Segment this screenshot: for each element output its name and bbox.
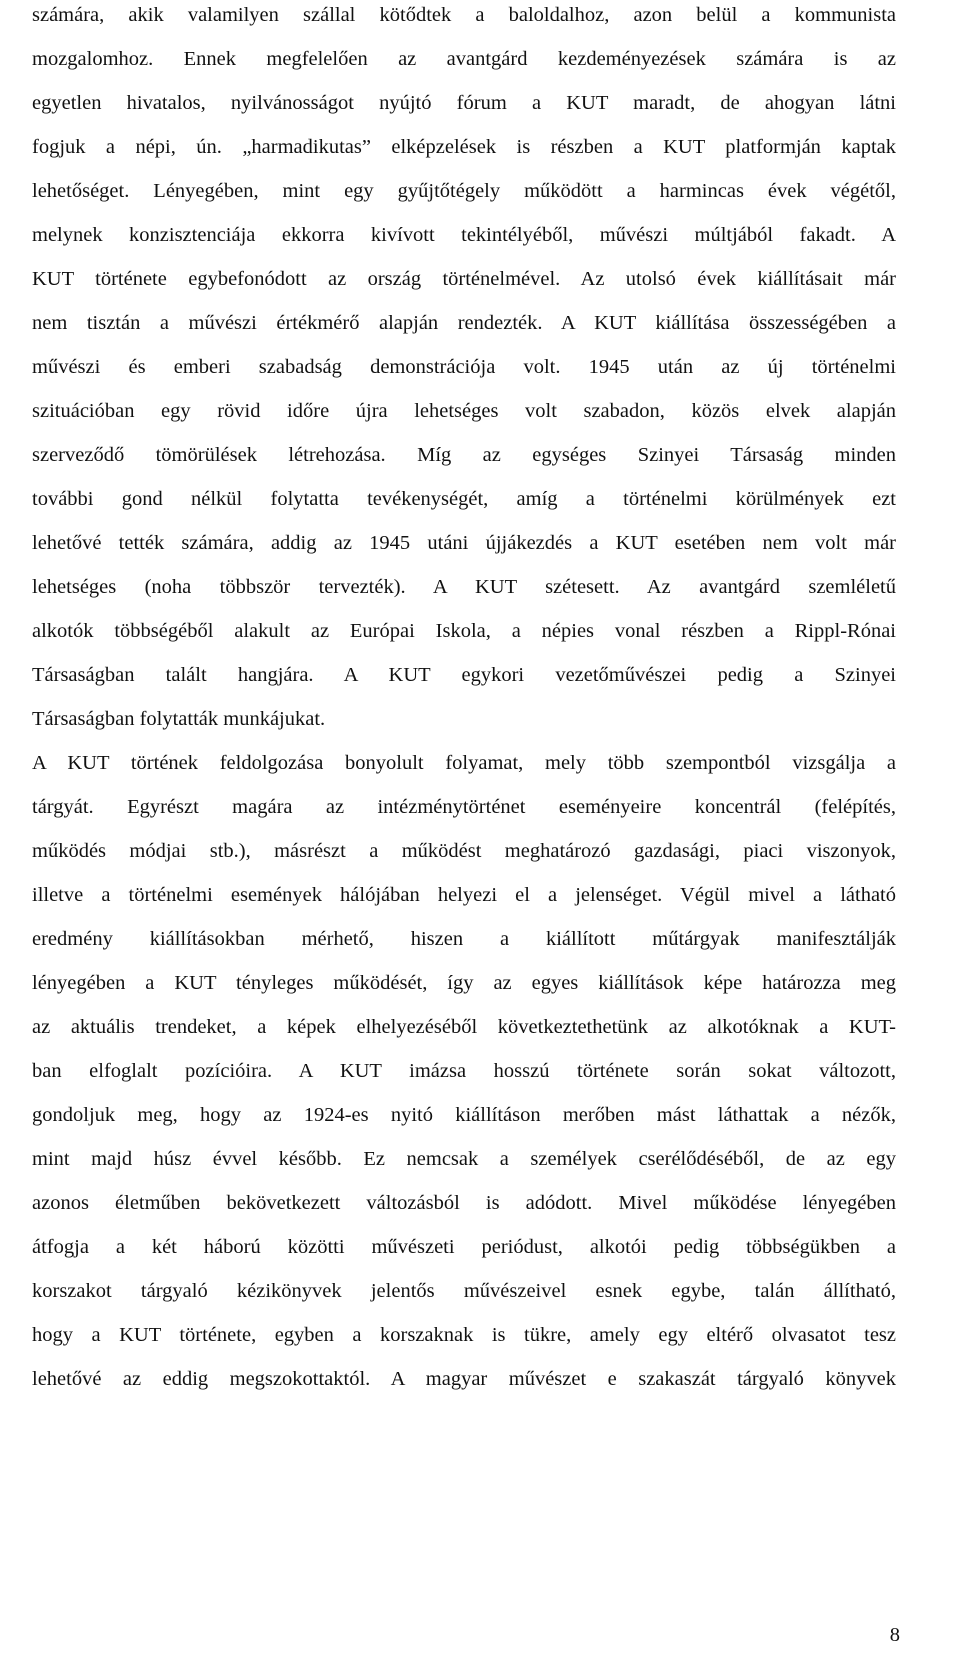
- text-line: KUT története egybefonódott az ország történelmével. Az utolsó évek kiállításait már: [32, 268, 896, 290]
- text-line: lehetőséget. Lényegében, mint egy gyűjtőtégely működött a harmincas évek végétől,: [32, 180, 896, 202]
- text-line: egyetlen hivatalos, nyilvánosságot nyújtó fórum a KUT maradt, de ahogyan látni: [32, 92, 896, 114]
- text-line: illetve a történelmi események hálójában helyezi el a jelenséget. Végül mivel a látható: [32, 884, 896, 906]
- text-line: lehetséges (noha többször tervezték). A KUT szétesett. Az avantgárd szemléletű: [32, 576, 896, 598]
- text-line: gondoljuk meg, hogy az 1924-es nyitó kiállításon merőben mást láthattak a nézők,: [32, 1104, 896, 1126]
- text-line: melynek konzisztenciája ekkorra kivívott tekintélyéből, művészi múltjából fakadt. A: [32, 224, 896, 246]
- text-line: hogy a KUT története, egyben a korszaknak is tükre, amely egy eltérő olvasatot tesz: [32, 1324, 896, 1346]
- text-line: szerveződő tömörülések létrehozása. Míg az egységes Szinyei Társaság minden: [32, 444, 896, 466]
- text-line: lehetővé az eddig megszokottaktól. A magyar művészet e szakaszát tárgyaló könyvek: [32, 1368, 896, 1390]
- text-line: Társaságban talált hangjára. A KUT egykori vezetőművészei pedig a Szinyei: [32, 664, 896, 686]
- text-line: mint majd húsz évvel később. Ez nemcsak a személyek cserélődéséből, de az egy: [32, 1148, 896, 1170]
- text-line: további gond nélkül folytatta tevékenységét, amíg a történelmi körülmények ezt: [32, 488, 896, 510]
- text-line: tárgyát. Egyrészt magára az intézménytörténet eseményeire koncentrál (felépítés,: [32, 796, 896, 818]
- text-line: nem tisztán a művészi értékmérő alapján rendezték. A KUT kiállítása összességében a: [32, 312, 896, 334]
- text-line: művészi és emberi szabadság demonstrációja volt. 1945 után az új történelmi: [32, 356, 896, 378]
- text-line: fogjuk a népi, ún. „harmadikutas” elképzelések is részben a KUT platformján kaptak: [32, 136, 896, 158]
- text-line: szituációban egy rövid időre újra lehetséges volt szabadon, közös elvek alapján: [32, 400, 896, 422]
- text-line: azonos életműben bekövetkezett változásból is adódott. Mivel működése lényegében: [32, 1192, 896, 1214]
- text-line: számára, akik valamilyen szállal kötődtek a baloldalhoz, azon belül a kommunista: [32, 4, 896, 26]
- paragraph-last-line: Társaságban folytatták munkájukat.: [32, 708, 326, 730]
- text-line: A KUT történek feldolgozása bonyolult folyamat, mely több szempontból vizsgálja a: [32, 752, 896, 774]
- text-line: korszakot tárgyaló kézikönyvek jelentős művészeivel esnek egybe, talán állítható,: [32, 1280, 896, 1302]
- text-line: alkotók többségéből alakult az Európai Iskola, a népies vonal részben a Rippl-Rónai: [32, 620, 896, 642]
- text-line: lehetővé tették számára, addig az 1945 utáni újjákezdés a KUT esetében nem volt már: [32, 532, 896, 554]
- text-line: működés módjai stb.), másrészt a működést meghatározó gazdasági, piaci viszonyok,: [32, 840, 896, 862]
- text-line: átfogja a két háború közötti művészeti periódust, alkotói pedig többségükben a: [32, 1236, 896, 1258]
- text-line: mozgalomhoz. Ennek megfelelően az avantgárd kezdeményezések számára is az: [32, 48, 896, 70]
- text-line: eredmény kiállításokban mérhető, hiszen a kiállított műtárgyak manifesztálják: [32, 928, 896, 950]
- text-line: ban elfoglalt pozícióira. A KUT imázsa hosszú története során sokat változott,: [32, 1060, 896, 1082]
- text-line: lényegében a KUT tényleges működését, így az egyes kiállítások képe határozza meg: [32, 972, 896, 994]
- page-number: 8: [889, 1624, 900, 1646]
- text-line: az aktuális trendeket, a képek elhelyezéséből következtethetünk az alkotóknak a KUT-: [32, 1016, 896, 1038]
